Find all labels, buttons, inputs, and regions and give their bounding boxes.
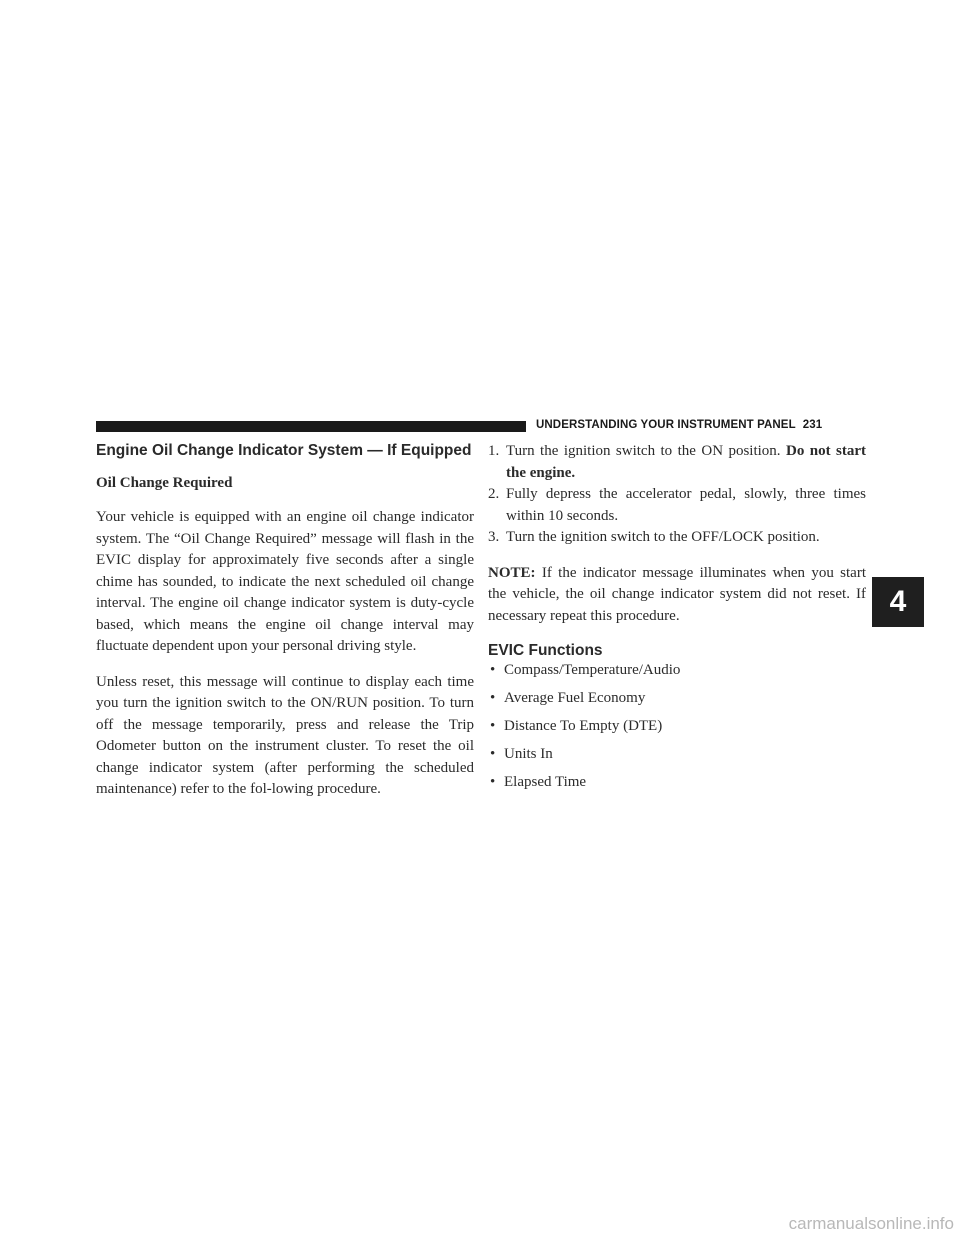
procedure-step: [488, 484, 866, 527]
note-paragraph: [488, 563, 866, 628]
evic-heading: EVIC Functions: [488, 642, 603, 659]
step-text-bold: Do not start the engine.: [506, 443, 866, 481]
list-item-text: Compass/Temperature/Audio: [504, 662, 681, 678]
step-text: Turn the ignition switch to the OFF/LOCK position.: [506, 529, 820, 545]
running-header: [536, 419, 822, 431]
page-number: 231: [802, 419, 823, 431]
step-number: 1.: [488, 443, 500, 459]
left-column: [96, 441, 474, 801]
step-number: 3.: [488, 529, 500, 545]
section-heading: Engine Oil Change Indicator System — If Equipped: [96, 442, 472, 459]
bullet-icon: •: [490, 774, 496, 790]
bullet-icon: •: [490, 662, 496, 678]
list-item-text: Elapsed Time: [504, 774, 587, 790]
subsection-heading: Oil Change Required: [96, 475, 233, 491]
bullet-icon: •: [490, 746, 496, 762]
watermark: carmanualsonline.info: [788, 1214, 954, 1233]
list-item: [488, 688, 866, 710]
step-number: 2.: [488, 486, 500, 502]
list-item: [488, 772, 866, 794]
list-item: [488, 716, 866, 738]
step-text: Fully depress the accelerator pedal, slowly, three times within 10 seconds.: [506, 486, 866, 524]
procedure-step: [488, 441, 866, 484]
body-paragraph-2: Unless reset, this message will continue to display each time you turn the ignition switch to the ON/RUN position. To turn off the message temporarily, press and release the Trip Odometer button on the instrument cluster. To reset the oil change indicator system (after performing the scheduled maintenance) refer to the fol-lowing procedure.: [96, 673, 474, 797]
bullet-icon: •: [490, 718, 496, 734]
body-paragraph-1: Your vehicle is equipped with an engine oil change indicator system. The “Oil Change Required” message will flash in the EVIC display for approximately five seconds after a single chime has sounded, to indicate the next scheduled oil change interval. The engine oil change indicator system is duty-cycle based, which means the engine oil change interval may fluctuate dependent upon your personal driving style.: [96, 509, 474, 654]
list-item-text: Distance To Empty (DTE): [504, 718, 663, 734]
list-item: [488, 744, 866, 766]
bullet-icon: •: [490, 690, 496, 706]
step-text-regular: Turn the ignition switch to the ON position.: [506, 443, 781, 459]
step-text: [506, 441, 866, 484]
header-rule: [96, 421, 526, 432]
list-item-text: Units In: [504, 746, 553, 762]
evic-function-list: [488, 660, 866, 794]
right-column: [488, 441, 866, 800]
list-item: [488, 660, 866, 682]
note-label: NOTE:: [488, 564, 536, 581]
chapter-tab: 4: [872, 577, 924, 627]
header-title: UNDERSTANDING YOUR INSTRUMENT PANEL: [536, 419, 796, 431]
procedure-step: [488, 527, 866, 549]
note-text: If the indicator message illuminates when you start the vehicle, the oil change indicator system did not reset. If necessary repeat this procedure.: [488, 564, 867, 624]
list-item-text: Average Fuel Economy: [504, 690, 646, 706]
